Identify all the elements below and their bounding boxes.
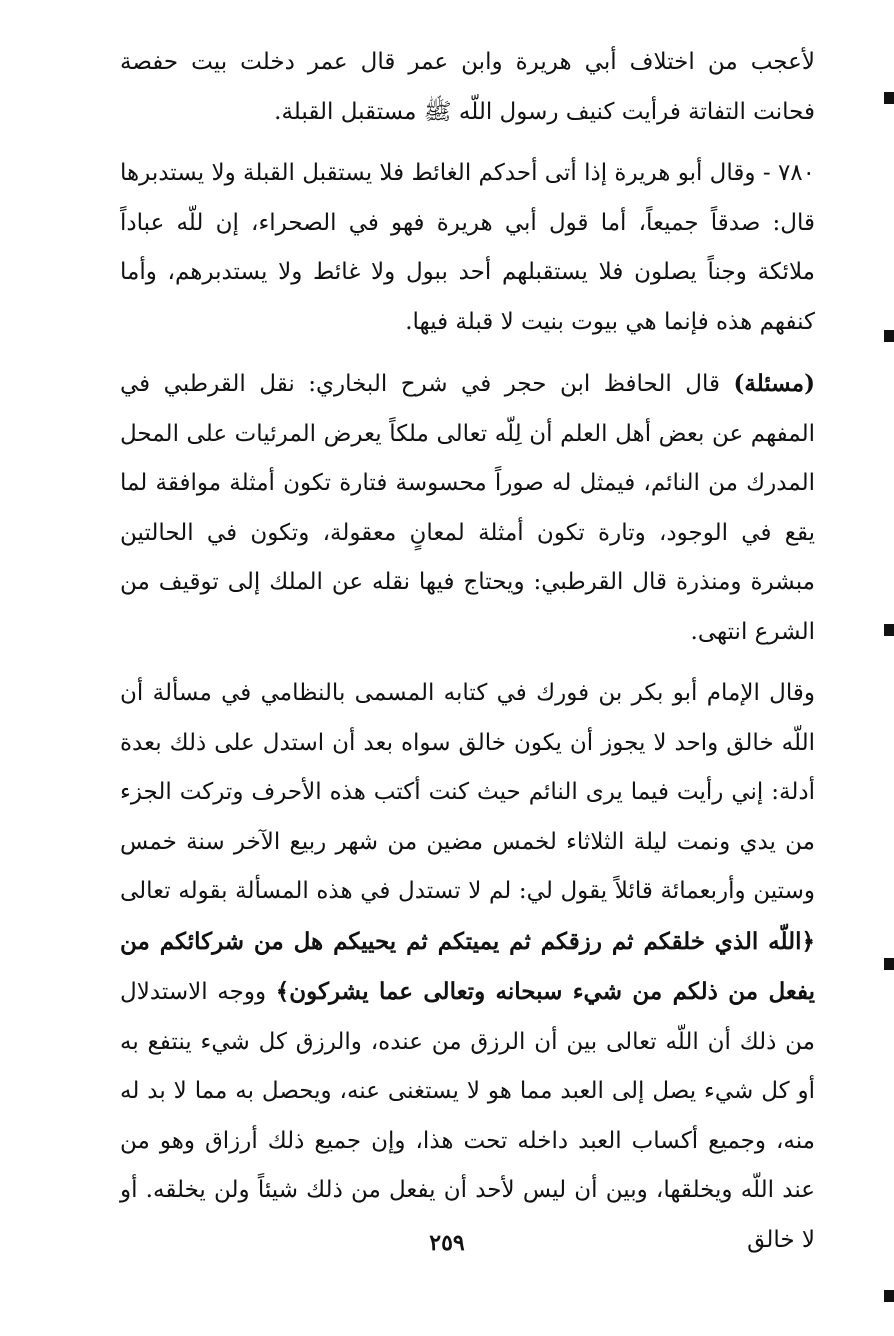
margin-mark (884, 330, 894, 342)
paragraph-masala (120, 359, 815, 657)
paragraph-ibn-furak (120, 669, 815, 1265)
page-number: ٢٥٩ (429, 1230, 465, 1256)
paragraph-1 (120, 38, 815, 137)
main-text (120, 38, 815, 1265)
quran-verse: ﴿اللّه الذي خلقكم ثم رزقكم ثم يميتكم ثم يحييكم هل من شركائكم من يفعل من ذلكم من شيء سبحانه وتعالى عما يشركون﴾ (120, 927, 816, 1005)
margin-mark (884, 1290, 894, 1302)
ibn-furak-text-before: وقال الإمام أبو بكر بن فورك في كتابه المسمى بالنظامي في مسألة أن اللّه خالق واحد لا يجوز أن يكون خالق سواه بعد أن استدل على ذلك بعدة أدلة: إني رأيت فيما يرى النائم حيث كنت أكتب هذه الأحرف وتركت الجزء من يدي ونمت ليلة الثلاثاء لخمس مضين من شهر ربيع الآخر سنة خمس وستين وأربعمائة قائلاً يقول لي: لم لا تستدل في هذه المسألة بقوله تعالى (120, 680, 815, 904)
paragraph-1-text: لأعجب من اختلاف أبي هريرة وابن عمر قال عمر دخلت بيت حفصة فحانت التفاتة فرأيت كنيف رسول اللّه ﷺ مستقبل القبلة. (120, 49, 815, 125)
margin-mark (884, 92, 894, 104)
margin-mark (884, 624, 894, 636)
paragraph-780 (120, 149, 815, 347)
paragraph-masala-text: قال الحافظ ابن حجر في شرح البخاري: نقل القرطبي في المفهم عن بعض أهل العلم أن لِلّه تعالى ملكاً يعرض المرئيات على المحل المدرك من النائم، فيمثل له صوراً محسوسة فتارة تكون أمثلة موافقة لما يقع في الوجود، وتارة تكون أمثلة لمعانٍ معقولة، وتكون في الحالتين مبشرة ومنذرة قال القرطبي: ويحتاج فيها نقله عن الملك إلى توقيف من الشرع انتهى. (120, 371, 815, 645)
ibn-furak-text-after: ووجه الاستدلال من ذلك أن اللّه تعالى بين أن الرزق من عنده، والرزق كل شيء ينتفع به أو كل شيء يصل إلى العبد مما هو لا يستغنى عنه، ويحصل به مما لا بد له منه، وجميع أكساب العبد داخله تحت هذا، وإن جميع ذلك أرزاق وهو من عند اللّه ويخلقها، وبين أن ليس لأحد أن يفعل من ذلك شيئاً ولن يخلقه. أو لا خالق (120, 979, 815, 1253)
hadith-number: ٧٨٠ - (762, 160, 815, 186)
paragraph-780-text: وقال أبو هريرة إذا أتى أحدكم الغائط فلا يستقبل القبلة ولا يستدبرها قال: صدقاً جميعاً، أما قول أبي هريرة فهو في الصحراء، إن للّه عباداً ملائكة وجناً يصلون فلا يستقبلهم أحد ببول ولا غائط ولا يستدبرهم، وأما كنفهم هذه فإنما هي بيوت بنيت لا قبلة فيها. (120, 160, 815, 335)
margin-mark (884, 958, 894, 970)
masala-heading: (مسئلة) (733, 370, 816, 397)
